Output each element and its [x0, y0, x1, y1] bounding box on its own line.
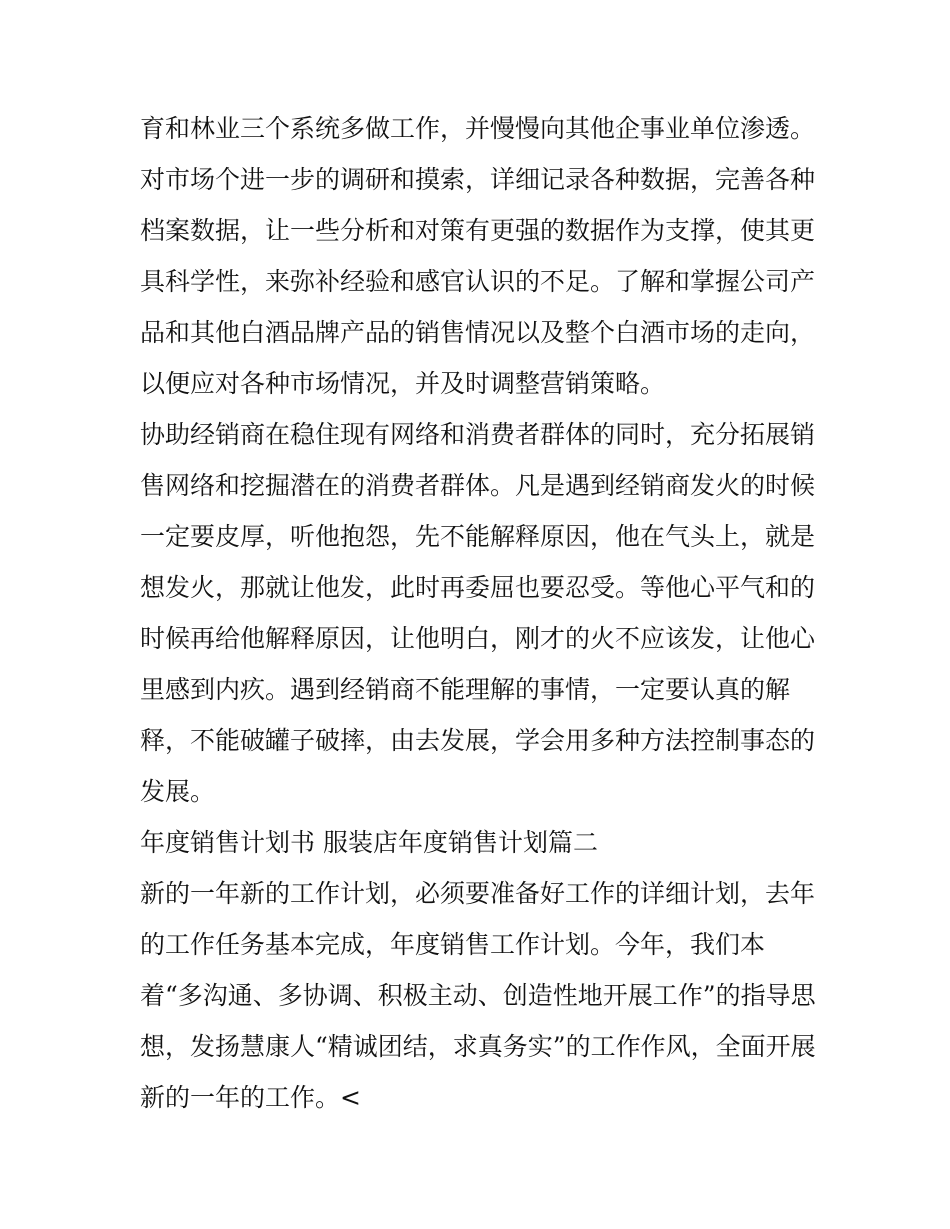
section-heading: 年度销售计划书 服装店年度销售计划篇二 — [140, 828, 598, 857]
text-line: 协助经销商在稳住现有网络和消费者群体的同时，充分拓展销 — [140, 420, 816, 449]
text-line: 育和林业三个系统多做工作，并慢慢向其他企事业单位渗透。 — [140, 114, 816, 143]
text-line: 以便应对各种市场情况，并及时调整营销策略。 — [140, 369, 666, 398]
text-line: 具科学性，来弥补经验和感官认识的不足。了解和掌握公司产 — [140, 267, 816, 296]
text-line: 着“多沟通、多协调、积极主动、创造性地开展工作”的指导思 — [140, 981, 816, 1010]
text-line: 新的一年新的工作计划，必须要准备好工作的详细计划，去年 — [140, 879, 816, 908]
text-line: 想发火，那就让他发，此时再委屈也要忍受。等他心平气和的 — [140, 573, 816, 602]
text-line: 的工作任务基本完成，年度销售工作计划。今年，我们本 — [140, 930, 766, 959]
text-line: 档案数据，让一些分析和对策有更强的数据作为支撑，使其更 — [140, 216, 816, 245]
text-line: 对市场个进一步的调研和摸索，详细记录各种数据，完善各种 — [140, 165, 816, 194]
text-line: 想，发扬慧康人“精诚团结，求真务实”的工作作风，全面开展 — [140, 1032, 816, 1061]
text-line: 品和其他白酒品牌产品的销售情况以及整个白酒市场的走向， — [140, 318, 816, 347]
text-line: 里感到内疚。遇到经销商不能理解的事情，一定要认真的解 — [140, 675, 791, 704]
text-line: 新的一年的工作。< — [140, 1083, 361, 1112]
text-line: 发展。 — [140, 777, 216, 806]
text-line: 时候再给他解释原因，让他明白，刚才的火不应该发，让他心 — [140, 624, 816, 653]
text-line: 释，不能破罐子破摔，由去发展，学会用多种方法控制事态的 — [140, 726, 816, 755]
text-line: 售网络和挖掘潜在的消费者群体。凡是遇到经销商发火的时候 — [140, 471, 816, 500]
document-body — [140, 103, 820, 1123]
text-line: 一定要皮厚，听他抱怨，先不能解释原因，他在气头上，就是 — [140, 522, 816, 551]
